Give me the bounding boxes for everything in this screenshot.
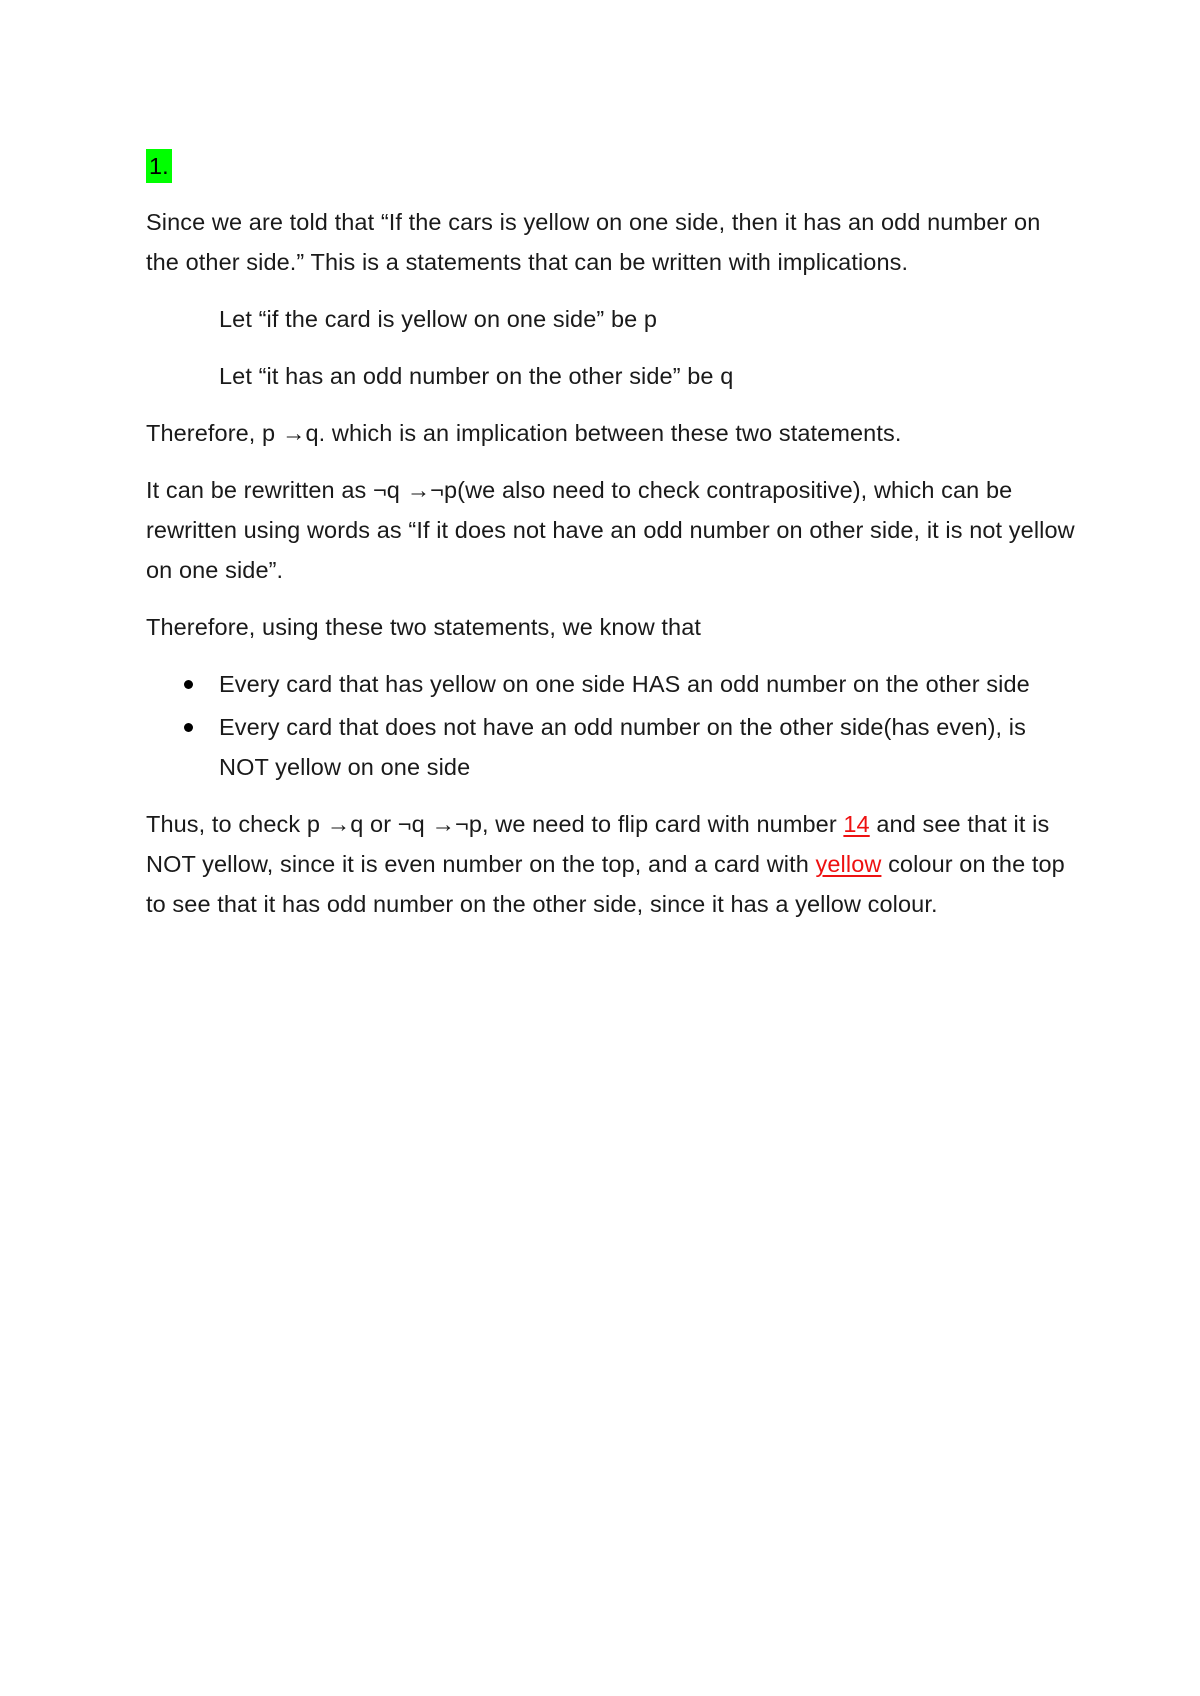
final-answer-text-2: and see that it is NOT yellow, since it is even number on the top, and a card with	[146, 811, 1050, 877]
bullet-icon	[184, 680, 193, 689]
let-q-statement: Let “it has an odd number on the other side” be q	[219, 363, 734, 389]
bullet-text: Every card that has yellow on one side HAS an odd number on the other side	[219, 671, 1030, 697]
document-body	[146, 146, 1076, 941]
bullet-text: Every card that does not have an odd number on the other side(has even), is NOT yellow on one side	[219, 714, 1026, 780]
question-number-heading: 1.	[146, 149, 172, 183]
let-p-statement: Let “if the card is yellow on one side” be p	[219, 306, 658, 332]
highlighted-word: yellow	[815, 851, 882, 877]
list-item	[146, 707, 1076, 787]
intro-paragraph: Since we are told that “If the cars is yellow on one side, then it has an odd number on the other side.” This is a statements that can be written with implications.	[146, 209, 1041, 275]
final-answer-paragraph	[146, 804, 1076, 924]
list-item	[146, 664, 1076, 704]
final-answer-text-3: colour on the top to see that it has odd number on the other side, since it has a yellow colour.	[146, 851, 1065, 917]
highlighted-number: 14	[843, 811, 870, 837]
heading-row	[146, 146, 1076, 180]
implication-paragraph: Therefore, p →q. which is an implication between these two statements.	[146, 420, 902, 446]
final-answer-text-1: Thus, to check p →q or ¬q →¬p, we need to flip card with number	[146, 811, 844, 837]
bullet-icon	[184, 723, 193, 732]
contrapositive-paragraph: It can be rewritten as ¬q →¬p(we also need to check contrapositive), which can be rewritten using words as “If it does not have an odd number on other side, it is not yellow on one side”.	[146, 477, 1075, 583]
conclusion-bullet-list	[146, 664, 1076, 787]
conclusion-intro-paragraph: Therefore, using these two statements, we know that	[146, 614, 702, 640]
